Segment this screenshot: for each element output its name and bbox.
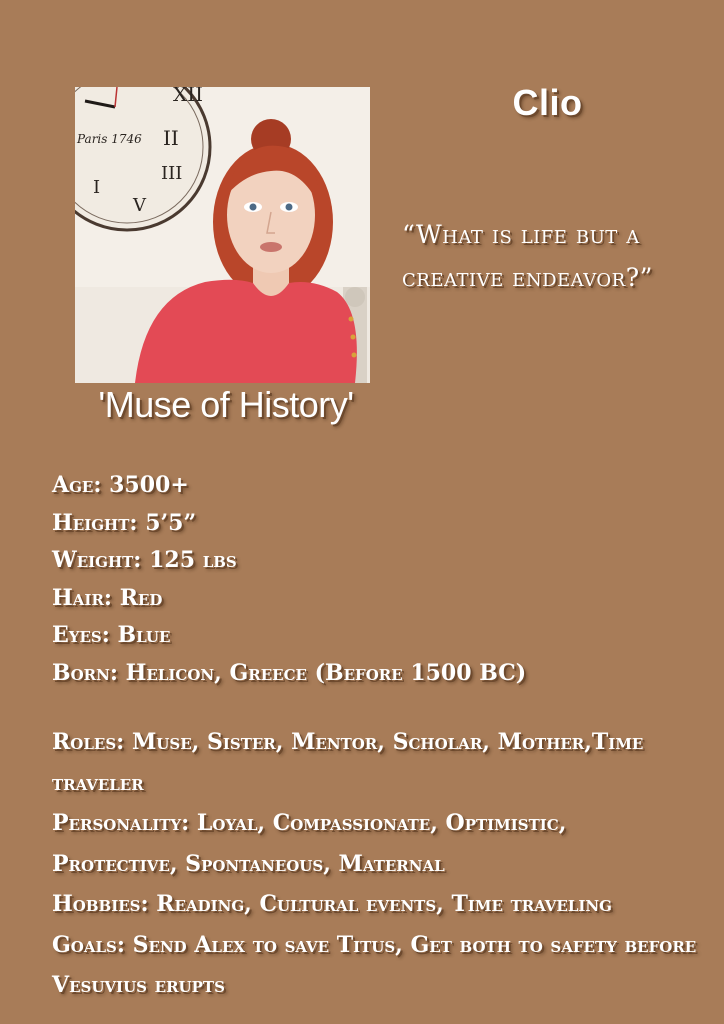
portrait-photo [75, 87, 370, 383]
detail-personality-cont: Protective, Spontaneous, Maternal [52, 850, 445, 877]
stat-value: Helicon, Greece (Before 1500 BC) [125, 659, 527, 686]
svg-text:Paris 1746: Paris 1746 [77, 132, 142, 146]
character-name: Clio [512, 82, 583, 123]
svg-text:I: I [93, 177, 101, 198]
muse-title: 'Muse of History' [98, 384, 354, 425]
quote [402, 213, 702, 299]
stat-age [52, 467, 722, 505]
detail-personality: Personality: Loyal, Compassionate, Optimistic, [52, 810, 567, 836]
stat-value: Red [119, 584, 163, 611]
quote-line: creative endeavor?” [402, 263, 653, 292]
svg-text:III: III [161, 163, 183, 184]
stat-label: Hair: [52, 584, 113, 611]
stat-label: Eyes: [52, 622, 110, 648]
details-list [52, 722, 722, 1006]
detail-roles: Roles: Muse, Sister, Mentor, Scholar, Mother,Time [52, 729, 644, 755]
svg-text:XII: XII [173, 87, 204, 106]
stat-hair [52, 580, 722, 618]
stat-value: Blue [117, 622, 171, 648]
stat-label: Weight: [52, 547, 142, 573]
stat-label: Age: [52, 472, 102, 498]
stat-label: Height: [52, 509, 138, 536]
svg-text:II: II [163, 126, 179, 150]
svg-text:V: V [133, 195, 146, 216]
stat-value: 125 lbs [149, 547, 237, 573]
stat-label: Born: [52, 659, 118, 686]
detail-hobbies: Hobbies: Reading, Cultural events, Time traveling [52, 891, 612, 917]
detail-goals-cont: Vesuvius erupts [52, 972, 225, 998]
quote-line: “What is life but a [402, 220, 640, 249]
stats-list [52, 467, 722, 692]
stat-height [52, 505, 722, 543]
stat-value: 3500+ [109, 472, 189, 498]
stat-born [52, 655, 722, 693]
stat-value: 5’5” [145, 509, 197, 536]
detail-roles-cont: traveler [52, 769, 144, 796]
stat-eyes [52, 617, 722, 655]
detail-goals: Goals: Send Alex to save Titus, Get both to safety before [52, 931, 697, 958]
stat-weight [52, 542, 722, 580]
